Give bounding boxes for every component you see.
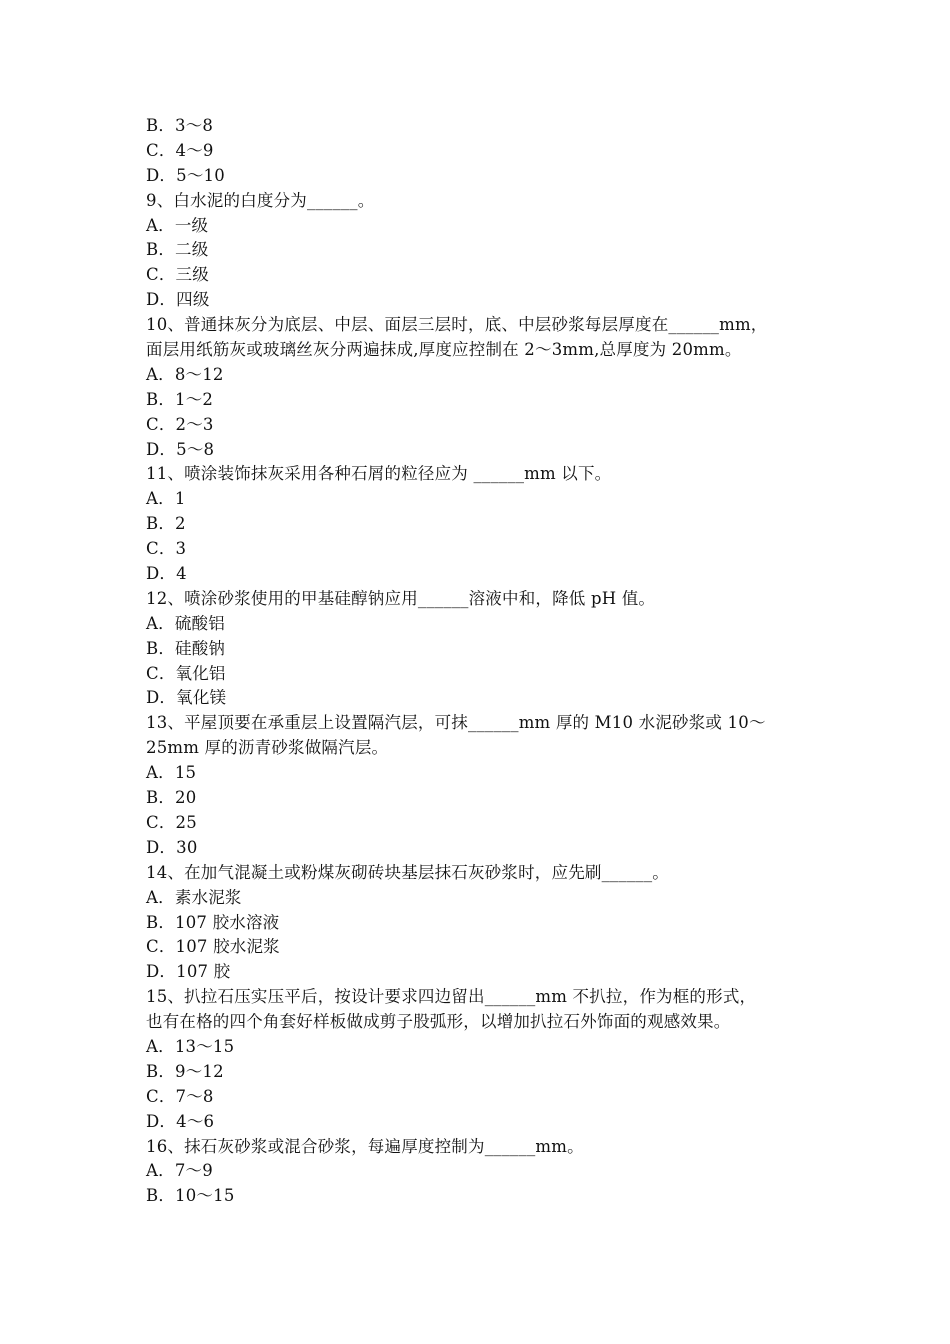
option-line: B．3～8: [146, 116, 214, 135]
option-line: A．15: [146, 763, 197, 783]
option-line: C．氧化铝: [146, 663, 226, 683]
option-line: D．5～8: [146, 439, 215, 459]
option-line: D．5～10: [146, 165, 225, 185]
question-content: [146, 114, 816, 1209]
option-line: B．2: [146, 514, 186, 534]
option-line: B．107 胶水溶液: [146, 912, 280, 932]
option-line: D．四级: [146, 290, 210, 310]
question-line: 13、平屋顶要在承重层上设置隔汽层，可抹______mm 厚的 M10 水泥砂浆或 10～: [146, 713, 766, 733]
question-line: 10、普通抹灰分为底层、中层、面层三层时，底、中层砂浆每层厚度在______mm，: [146, 315, 768, 335]
option-line: C．25: [146, 812, 197, 832]
question-line: 16、抹石灰砂浆或混合砂浆，每遍厚度控制为______mm。: [146, 1136, 584, 1156]
question-line: 14、在加气混凝土或粉煤灰砌砖块基层抹石灰砂浆时，应先刷______。: [146, 862, 669, 882]
question-line: 9、白水泥的白度分为______。: [146, 190, 375, 210]
option-line: C．3: [146, 539, 187, 559]
option-line: A．8～12: [146, 364, 224, 384]
question-line: 也有在格的四个角套好样板做成剪子股弧形，以增加扒拉石外饰面的观感效果。: [146, 1012, 731, 1032]
question-line: 面层用纸筋灰或玻璃丝灰分两遍抹成,厚度应控制在 2～3mm,总厚度为 20mm。: [146, 340, 742, 360]
option-line: A．素水泥浆: [146, 887, 242, 907]
option-line: D．4: [146, 564, 187, 584]
option-line: D．107 胶: [146, 962, 231, 982]
option-line: A．一级: [146, 215, 209, 235]
option-line: B．20: [146, 788, 197, 808]
option-line: D．氧化镁: [146, 688, 227, 708]
option-line: B．硅酸钠: [146, 638, 226, 658]
option-line: C．7～8: [146, 1086, 214, 1106]
option-line: B．10～15: [146, 1186, 235, 1206]
option-line: C．2～3: [146, 414, 214, 434]
question-line: 12、喷涂砂浆使用的甲基硅醇钠应用______溶液中和，降低 pH 值。: [146, 588, 656, 608]
option-line: B．1～2: [146, 389, 214, 409]
option-line: C．三级: [146, 265, 209, 285]
option-line: A．13～15: [146, 1036, 235, 1056]
question-line: 11、喷涂装饰抹灰采用各种石屑的粒径应为 ______mm 以下。: [146, 464, 612, 484]
option-line: B．9～12: [146, 1061, 224, 1081]
question-line: 25mm 厚的沥青砂浆做隔汽层。: [146, 738, 389, 758]
option-line: D．30: [146, 837, 198, 857]
option-line: A．1: [146, 489, 186, 509]
option-line: A．7～9: [146, 1161, 213, 1181]
option-line: C．4～9: [146, 140, 214, 160]
option-line: A．硫酸铝: [146, 613, 225, 633]
option-line: B．二级: [146, 240, 209, 260]
option-line: C．107 胶水泥浆: [146, 937, 280, 957]
question-line: 15、扒拉石压实压平后，按设计要求四边留出______mm 不扒拉，作为框的形式，: [146, 987, 757, 1007]
option-line: D．4～6: [146, 1111, 215, 1131]
